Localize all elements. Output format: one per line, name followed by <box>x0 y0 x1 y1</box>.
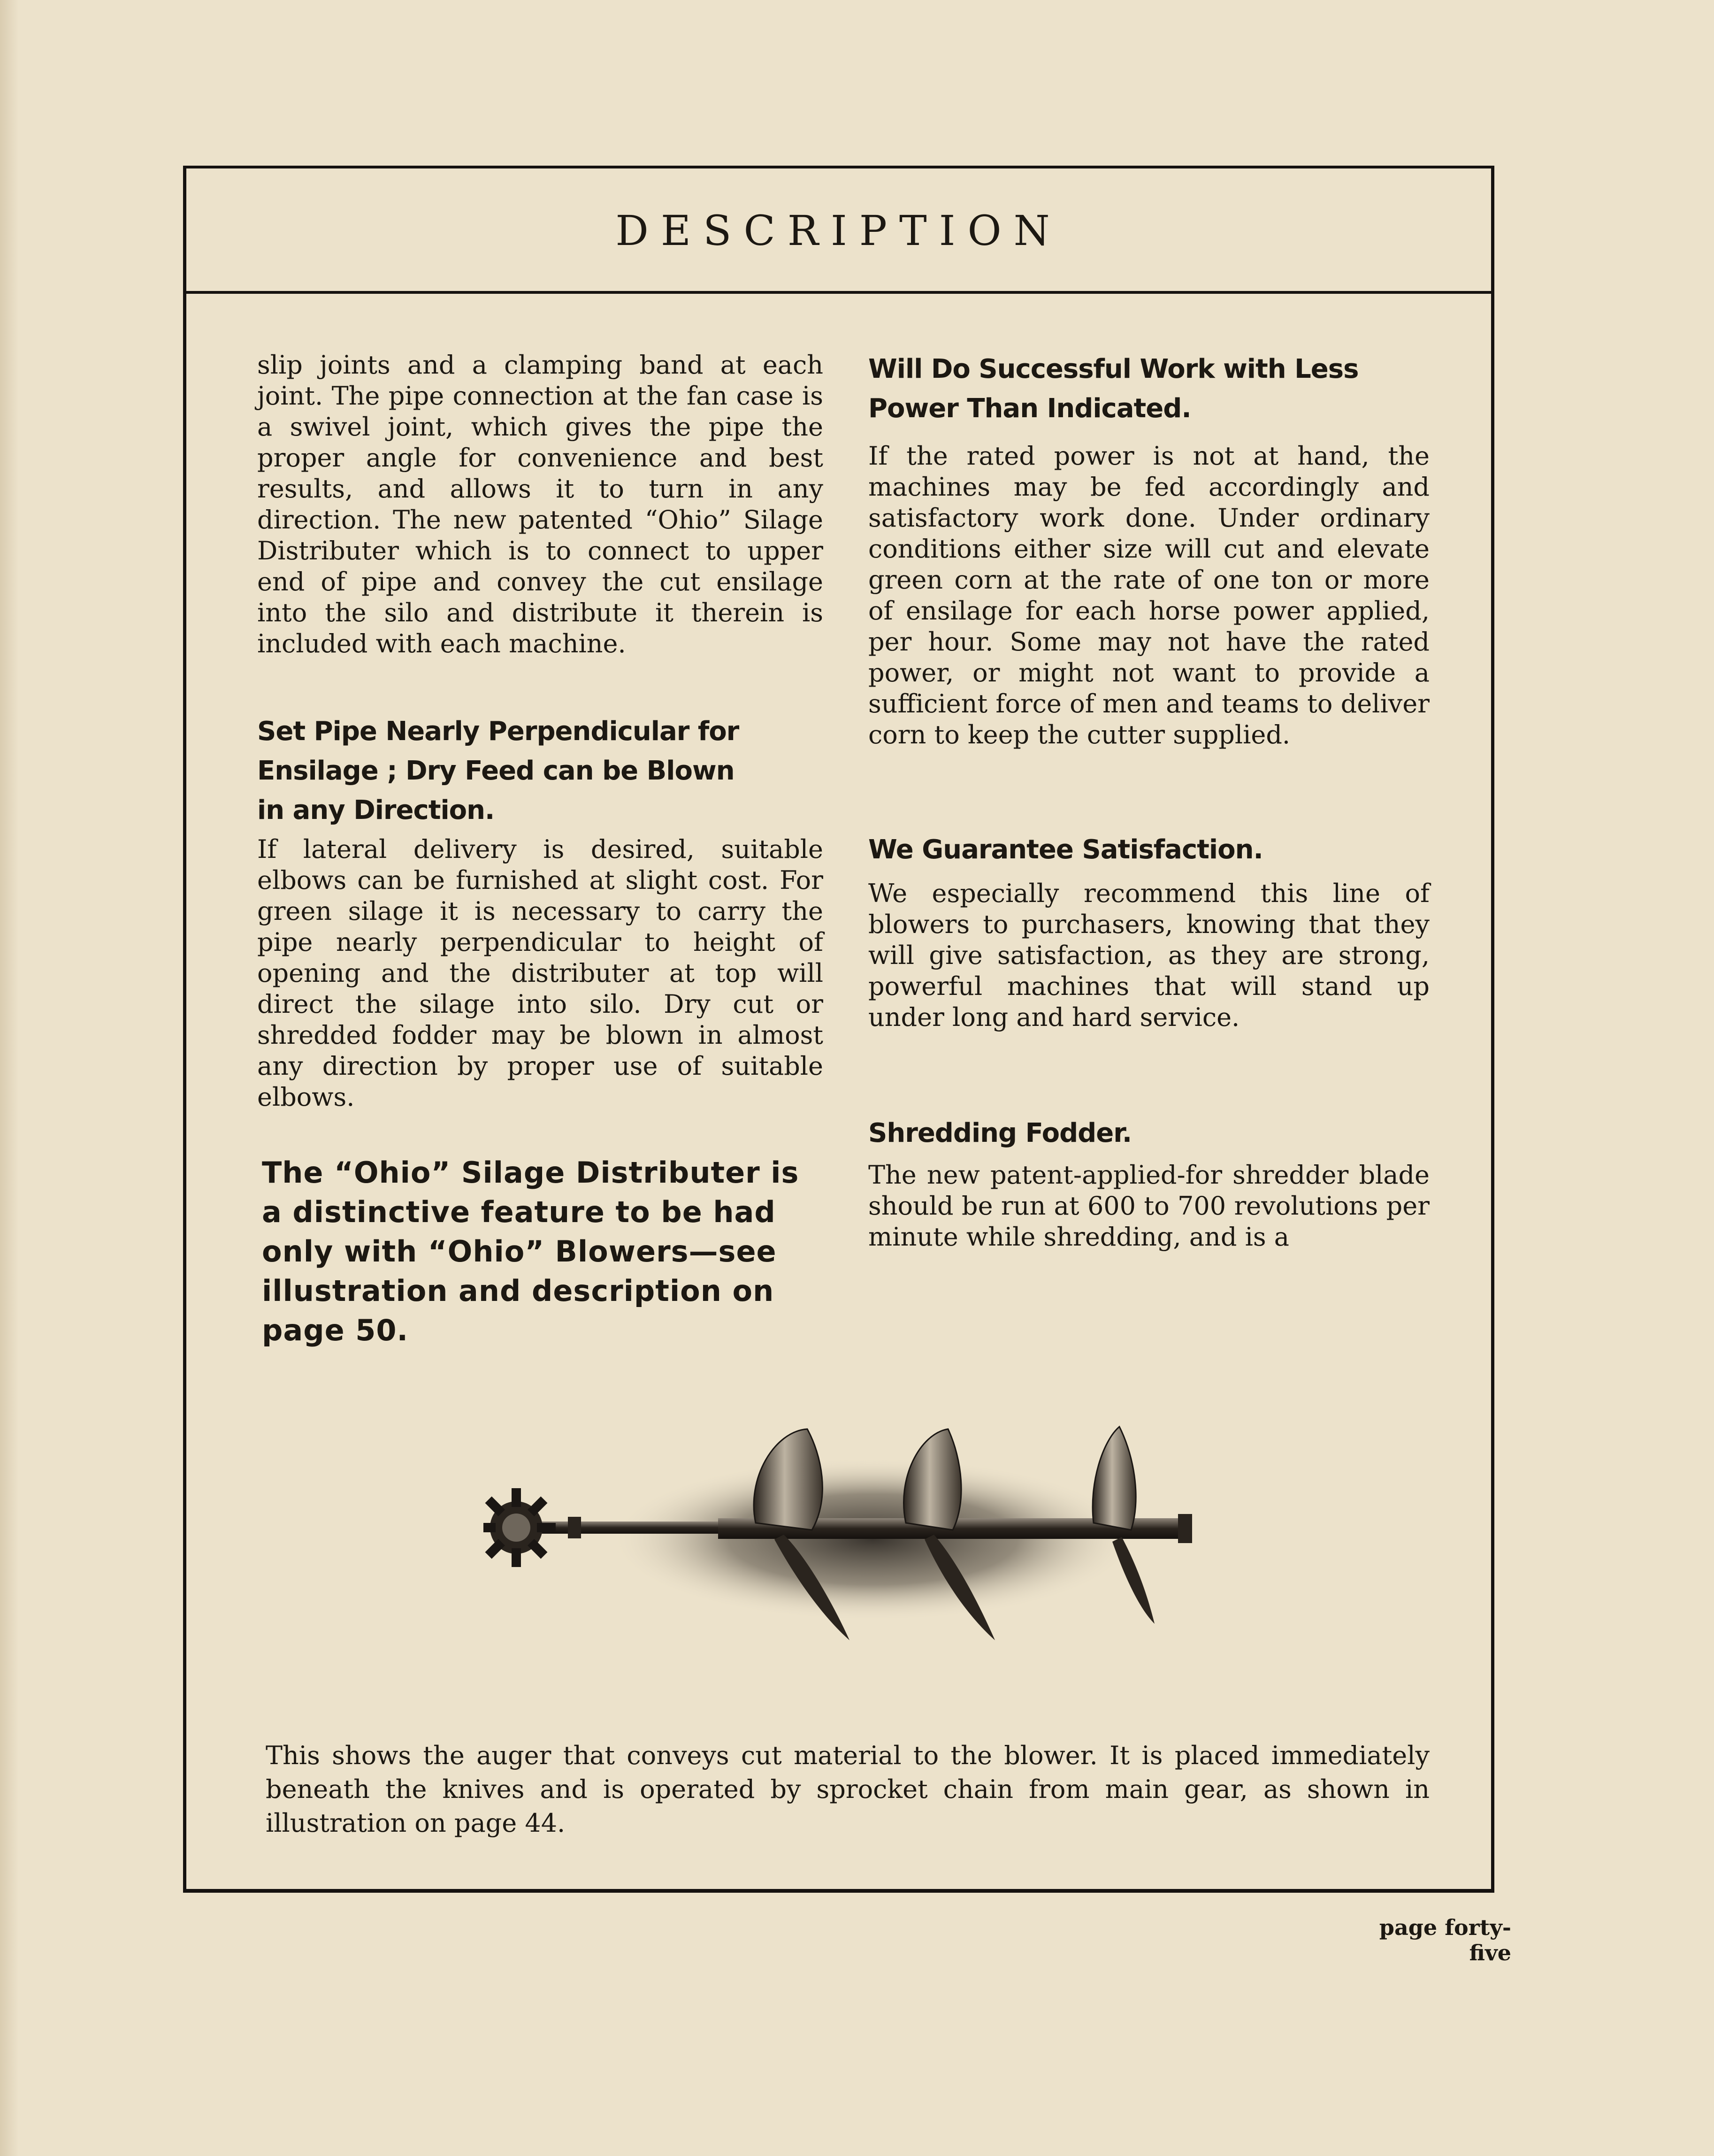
auger-shadow-halo <box>610 1457 1136 1621</box>
section-heading-guarantee: We Guarantee Satisfaction. <box>868 834 1263 865</box>
shaft-end-collar <box>1178 1514 1192 1543</box>
auger-flight-3 <box>1093 1427 1136 1530</box>
section-paragraph-pipe: If lateral delivery is desired, suitable elbows can be furnished at slight cost. For green silage it is necessary to carry the pipe nearly perpendicular to height of opening and the distributer at top will direct the silage into silo. Dry cut or shredded fodder may be blown in almost any direction by proper use of suitable elbows. <box>257 834 823 1112</box>
intro-paragraph: slip joints and a clamping band at each joint. The pipe connection at the fan case is a swivel joint, which gives the pipe the proper angle for convenience and best results, and allows it to turn in any direction. The new patented “Ohio” Silage Distributer which is to connect to upper end of pipe and convey the cut ensilage into the silo and distribute it therein is included with each machine. <box>257 350 823 658</box>
header-rule <box>183 291 1494 294</box>
section-heading-pipe: Set Pipe Nearly Perpendicular for Ensilage ; Dry Feed can be Blown in any Direction. <box>257 716 739 826</box>
page-title: DESCRIPTION <box>615 206 1062 255</box>
right-column <box>868 350 1430 1253</box>
illustration-caption: This shows the auger that conveys cut material to the blower. It is placed immediately beneath the knives and is operated by sprocket chain from main gear, as shown in illustration on page 44. <box>266 1741 1430 1838</box>
page-spine-shadow <box>0 0 19 2156</box>
section-paragraph-shredding: The new patent-applied-for shredder blade should be run at 600 to 700 revolutions per minute while shredding, and is a <box>868 1160 1430 1252</box>
section-paragraph-guarantee: We especially recommend this line of blowers to purchasers, knowing that they will give satisfaction, as they are strong, powerful machines that will stand up under long and hard service. <box>868 879 1430 1032</box>
hub-collar <box>568 1517 581 1538</box>
auger-flight-1 <box>754 1429 822 1530</box>
sprocket-gear <box>483 1488 556 1567</box>
page-number: page forty-five <box>1379 1915 1511 1965</box>
section-heading-shredding: Shredding Fodder. <box>868 1118 1132 1148</box>
auger-shaft-thin <box>530 1521 727 1534</box>
section-heading-power: Will Do Successful Work with Less Power Than Indicated. <box>868 354 1359 424</box>
auger-illustration <box>483 1422 1206 1647</box>
auger-flight-2 <box>904 1429 962 1530</box>
distributer-feature-note: The “Ohio” Silage Distributer is a distinctive feature to be had only with “Ohio” Blowers—see illustration and description on page 50. <box>262 1155 799 1347</box>
section-paragraph-power: If the rated power is not at hand, the machines may be fed accordingly and satisfactory work done. Under ordinary conditions either size will cut and elevate green corn at the rate of one ton or more of ensilage for each horse power applied, per hour. Some may not have the rated power, or might not want to provide a sufficient force of men and teams to deliver corn to keep the cutter supplied. <box>868 441 1430 749</box>
left-column <box>257 350 823 1350</box>
